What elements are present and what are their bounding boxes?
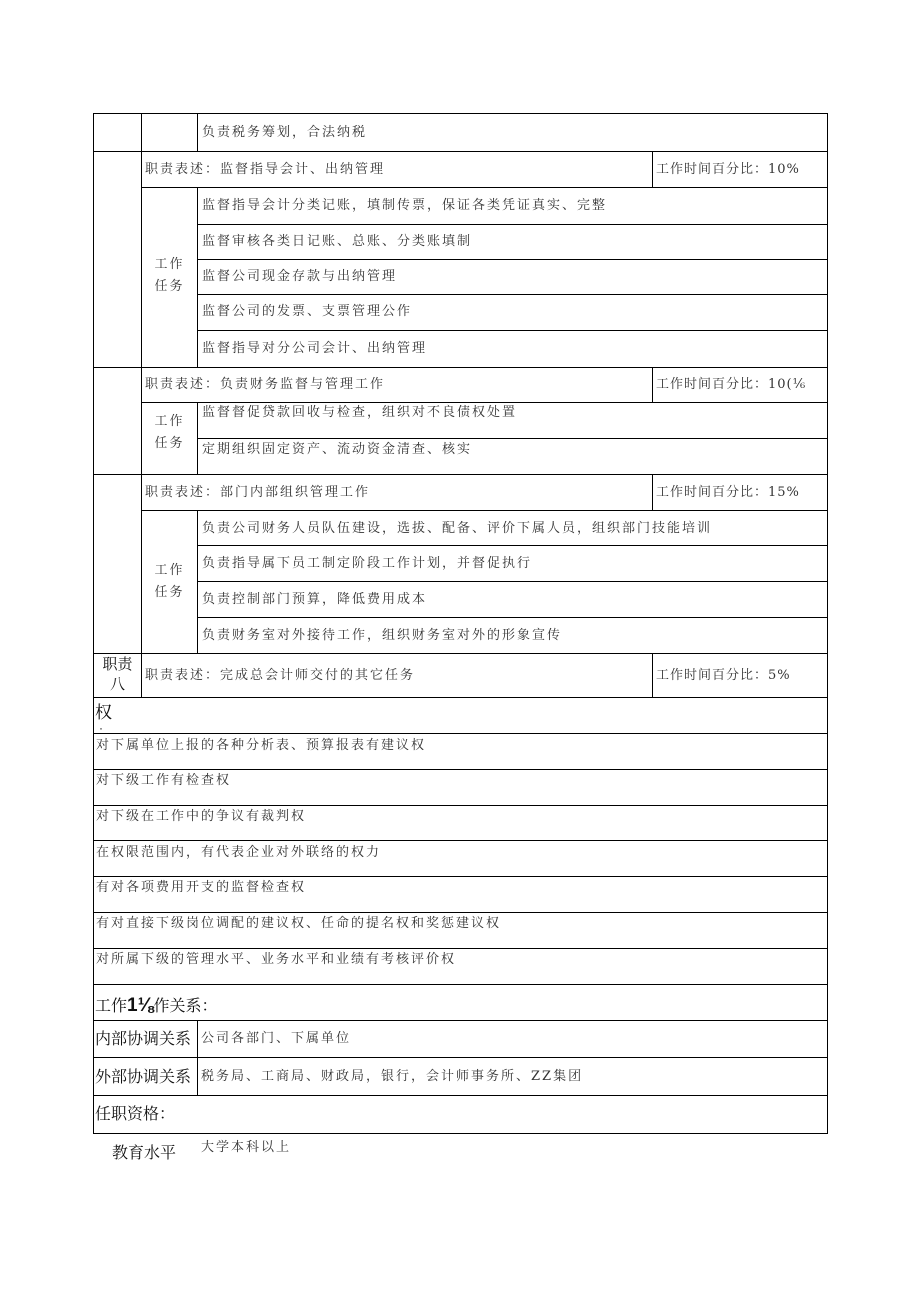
duty-description: 职责表述：完成总会计师交付的其它任务 xyxy=(145,668,416,683)
external-relations-label: 外部协调关系 xyxy=(95,1069,192,1086)
external-relations-value: 税务局、工商局、财政局，银行，会计师事务所、ZZ集团 xyxy=(201,1069,584,1084)
task-item: 监督公司的发票、支票管理公作 xyxy=(202,304,413,319)
authority-heading: 权 xyxy=(95,703,112,722)
task-item: 监督公司现金存款与出纳管理 xyxy=(202,269,398,284)
task-item: 定期组织固定资产、流动资金清查、核实 xyxy=(202,442,473,457)
authority-heading-mark: · xyxy=(99,721,103,735)
duty-label: 职责 八 xyxy=(102,656,133,693)
task-item: 负责税务筹划，合法纳税 xyxy=(202,125,368,140)
task-item: 监督指导对分公司会计、出纳管理 xyxy=(202,341,428,356)
duty-description: 职责表述：部门内部组织管理工作 xyxy=(145,485,371,500)
authority-item: 对下级工作有检查权 xyxy=(96,773,232,788)
task-label: 工作 任务 xyxy=(154,414,185,451)
authority-item: 对下属单位上报的各种分析表、预算报表有建议权 xyxy=(96,738,427,753)
time-percentage: 工作时间百分比：10(⅙ xyxy=(656,377,807,392)
time-percentage: 工作时间百分比：5% xyxy=(656,668,791,683)
internal-relations-value: 公司各部门、下属单位 xyxy=(201,1031,352,1046)
task-item: 监督督促贷款回收与检查，组织对不良债权处置 xyxy=(202,405,518,420)
task-item: 负责控制部门预算，降低费用成本 xyxy=(202,592,428,607)
task-label: 工作 任务 xyxy=(154,563,185,600)
time-percentage: 工作时间百分比：15% xyxy=(656,485,800,500)
authority-item: 在权限范围内，有代表企业对外联络的权力 xyxy=(96,845,382,860)
duty-description: 职责表述：监督指导会计、出纳管理 xyxy=(145,162,386,177)
task-item: 监督指导会计分类记账，填制传票，保证各类凭证真实、完整 xyxy=(202,198,608,213)
authority-item: 有对直接下级岗位调配的建议权、任命的提名权和奖惩建议权 xyxy=(96,916,502,931)
duty-description: 职责表述：负责财务监督与管理工作 xyxy=(145,377,386,392)
authority-item: 对所属下级的管理水平、业务水平和业绩有考核评价权 xyxy=(96,952,457,967)
education-value: 大学本科以上 xyxy=(201,1140,292,1155)
relations-heading: 工作1⅛作关系： xyxy=(95,995,218,1016)
authority-item: 对下级在工作中的争议有裁判权 xyxy=(96,809,307,824)
qualification-heading: 任职资格： xyxy=(95,1106,176,1123)
task-item: 负责财务室对外接待工作，组织财务室对外的形象宣传 xyxy=(202,628,563,643)
task-item: 监督审核各类日记账、总账、分类账填制 xyxy=(202,234,473,249)
task-item: 负责公司财务人员队伍建设，选拔、配备、评价下属人员，组织部门技能培训 xyxy=(202,521,713,536)
time-percentage: 工作时间百分比：10% xyxy=(656,162,800,177)
authority-item: 有对各项费用开支的监督检查权 xyxy=(96,880,307,895)
task-label: 工作 任务 xyxy=(154,257,185,294)
internal-relations-label: 内部协调关系 xyxy=(95,1031,192,1048)
education-label: 教育水平 xyxy=(112,1145,177,1162)
task-item: 负责指导属下员工制定阶段工作计划，并督促执行 xyxy=(202,556,533,571)
